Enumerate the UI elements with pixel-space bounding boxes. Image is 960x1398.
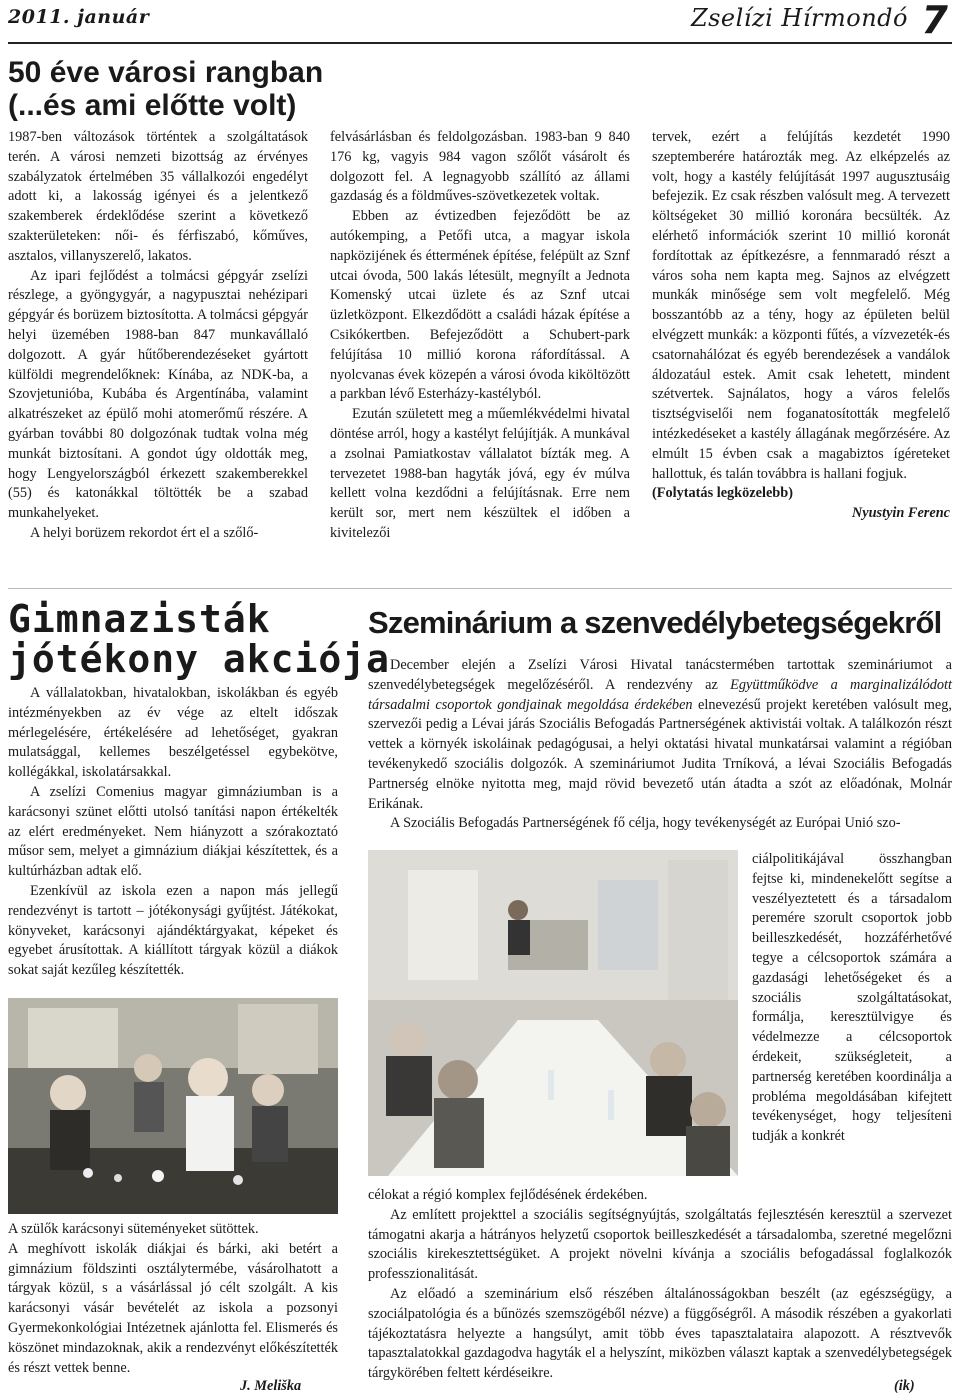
article1-paragraph: Ebben az évtizedben fejeződött be az autókemping, a Petőfi utca, a magyar iskola napközijének és éttermének építése, felépült az Sznf utcai óvoda, 500 lakás létesült, megnyílt a Jednota Komenský utcai üzlete és az Sznf utcai üzletközpont. Elkezdődött a családi házak építése a Csikókertben. Befejeződött a Schubert-park felújítása 10 millió korona ráfordítással. A nyolcvanas évek közepén a városi óvoda kiköltözött a parkban lévő Esterházy-kastélyból.: [330, 208, 630, 403]
article3-paragraph: ciálpolitikájával összhangban fejtse ki, mindenekelőtt segítse a veszélyeztetett és a társadalom peremére szorult csoportok jobb beilleszkedését, hozzáférhetővé tegye a célcsoportok számára a gazdasági lehetőségeket és a szociális szolgáltatásokat, formálja, keresztülvigye és védelmezze a célcsoportok érdekeit, szükségleteit, a partnerség keretében koordinálja a probléma megoldásában kifejtett tevékenységet, hogy teljesíteni tudják a konkrét: [752, 851, 952, 1145]
article3-author: (ik): [894, 1378, 915, 1394]
article1-paragraph: 1987-ben változások történtek a szolgáltatások terén. A városi nemzeti bizottság az érvényes szabályzatok értelmében 35 vállalkozói engedélyt adott ki, a lakosság igényei és a jelentkező szakemberek érdeklődése szerint a következő szakterületeken: női- és férfiszabó, kőműves, asztalos, villanyszerelő, lakatos.: [8, 129, 308, 264]
article1-title-line1: 50 éve városi rangban: [8, 56, 324, 89]
article2-title: [8, 597, 391, 681]
article1-author: Nyustyin Ferenc: [851, 505, 950, 522]
article2-title-line2: jótékony akciója: [8, 636, 391, 681]
article2-paragraph: A zselízi Comenius magyar gimnáziumban is a karácsonyi szünet előtti utolsó tanítási napon értékelték az elért eredményeket. Nem hiányzott a szórakoztató műsor sem, melyet a gimnázium diákjai készítettek, és a kultúrházban adtak elő.: [8, 783, 338, 880]
article2-paragraph: A meghívott iskolák diákjai és bárki, aki betért a gimnázium földszinti osztálytermébe, vásárolhatott a tárgyak közül, s a vásárlással jó célt szolgált. A kis karácsonyi vásár bevételét az iskola a pozsonyi Gyermekonkológiai Intézetnek ajánlotta fel. Elismerés és köszönet mindazoknak, akik a rendezvényt előkészítették és részt vettek benne.: [8, 1240, 338, 1376]
article2-title-line1: Gimnazisták: [8, 597, 271, 641]
project-name: Együttműködve a marginalizálódott társadalmi csoportok gondjainak megoldása érdekében: [368, 676, 952, 713]
seminar-photo: [368, 850, 738, 1176]
article1-paragraph: felvásárlásban és feldolgozásban. 1983-ban 9 840 176 kg, vagyis 984 vagon szőlőt vásárolt és dolgozott fel. A legnagyobb szállító az állami gazdaság és a földműves-szövetkezetek voltak.: [330, 129, 630, 205]
article1-column-3: [652, 128, 950, 524]
article3-intro: [368, 656, 952, 834]
article2-body-continued: [8, 1220, 338, 1378]
article1-column-1: [8, 128, 308, 544]
header-rule: [8, 42, 952, 44]
article3-paragraph: Az említett projekttel a szociális segítségnyújtás, szolgáltatás fejlesztésén keresztül a szervezet támogatni akarja a hátrányos helyzetű csoportok beilleszkedését a társadalomba, szeretné megelőzni szociális kirekesztettségüket. A projekt növelni kívánja a szociális befogadással foglalkozók professzionalitását.: [368, 1206, 952, 1283]
article3-intro-text: December elején a Zselízi Városi Hivatal tanácstermében tartottak szemináriumot a szenvedélybetegségek megelőzéséről. A rendezvény az: [368, 657, 952, 693]
article3-body: [368, 1186, 952, 1384]
article2-author: J. Meliška: [240, 1378, 302, 1394]
article3-intro-text: elnevezésű projekt keretében valósult meg, szervezői pedig a Lévai járás Szociális Befogadás Partnerségének aktivistái voltak. A találkozón részt vettek a környék iskoláinak pedagógusai, a helyi oktatási hivatal munkatársai valamint a régióban tevékenykedő szociális dolgozók. A szemináriumot Judita Trníková, a lévai Szociális Befogadás Partnerség elnöke nyitotta meg, majd rövid bevezető után átadta a szót az előadónak, Molnár Erikának.: [368, 696, 952, 812]
article2-paragraph: A szülők karácsonyi süteményeket sütöttek.: [8, 1221, 259, 1237]
article2-body: [8, 684, 338, 981]
continuation-note: (Folytatás legközelebb): [652, 485, 793, 502]
newspaper-name: Zselízi Hírmondó: [690, 4, 908, 32]
article3-paragraph: [368, 656, 952, 814]
students-photo: [8, 998, 338, 1214]
article1-title: [8, 56, 323, 122]
article3-side-column: [752, 850, 952, 1147]
article1-column-2: [330, 128, 630, 544]
article1-paragraph: Az ipari fejlődést a tolmácsi gépgyár zselízi részlege, a gyöngygyár, a nagypusztai nehézipari gépgyár és borüzem biztosította. A tolmácsi gépgyár helyi üzemében 1988-ban 847 munkavállaló dolgozott. A gyár hűtőberendezéseket gyártott külföldi megrendelőknek: Kínába, az NDK-ba, a Szovjetunióba, Kubába és Argentínába, valamint alkatrészeket az épülő mohi atomerőmű részére. A gyárban további 80 dolgozónak tudtak volna még munkát biztosítani. A gondot úgy oldották meg, hogy Lengyelországból érkezett szakemberekkel (55) és katonákkal töltötték be a szabad munkahelyeket.: [8, 267, 308, 522]
article3-paragraph: A Szociális Befogadás Partnerségének fő célja, hogy tevékenységét az Európai Unió szo-: [390, 815, 901, 832]
article1-paragraph: A helyi borüzem rekordot ért el a szőlő-: [30, 524, 259, 541]
issue-date: 2011. január: [8, 6, 150, 28]
article2-paragraph: A vállalatokban, hivatalokban, iskolákban és egyéb intézményekben az év vége az eltelt időszak mérlegelésére, értékelésére ad lehetőséget, gyakran mulatsággal, kellemes beszélgetéssel egybekötve, kollégákkal, iskolatársakkal.: [8, 685, 338, 781]
page-number: 7: [921, 0, 948, 42]
article1-paragraph: tervek, ezért a felújítás kezdetét 1990 szeptemberére határozták meg. Az elképzelés az volt, hogy a kastély felújítását 1997 augusztusáig befejezik. Ez csak részben valósult meg. A tervezett költségeket 30 millió koronára becsülték. Az elérhető információk szerint 10 millió koronát fordítottak az építkezésre, a fennmaradó részt a város soha nem kapta meg. Sajnos az elvégzett munkák minősége sem volt megfelelő. Még bosszantóbb az a tény, hogy az épületen belül elvégzett munkák: a központi fűtés, a vízvezeték-és csatornahálózat és egyéb berendezések a vandálok áldozatául estek. Amit csak lehetett, mindent szétvertek. Sajnálatos, hogy a város felelős tisztségviselői nem foganatosították megfelelő intézkedéseket a kastély állagának megőrzésére. Az elmúlt 15 évben csak a magabiztos ígéreteket hallottuk, és talán továbbra is hallani fogjuk.: [652, 129, 950, 482]
section-divider: [8, 588, 952, 589]
article2-paragraph: Ezenkívül az iskola ezen a napon más jellegű rendezvényt is tartott – jótékonysági gyűjtést. Játékokat, könyveket, karácsonyi ajándéktárgyakat, képeket és egyebet árusítottak. A kiállított tárgyak közül a diákok sokat saját kezűleg készítették.: [8, 882, 338, 979]
article3-paragraph: Az előadó a szeminárium első részében általánosságokban beszélt (az egészségügy, a szociálpatológia és a bűnözés szemszögéből nézve) a függőségről. A második részében a gyakorlati tájékoztatásra helyezte a hangsúlyt, amit több éves tapasztalataira alapozott. A résztvevők tapasztalatokkal gazdagodva hagyták el a helyszínt, miközben választ kaptak a szenvedélybetegségek tárgykörében feltett kérdéseikre.: [368, 1285, 952, 1382]
article1-paragraph: Ezután született meg a műemlékvédelmi hivatal döntése arról, hogy a kastélyt felújítják. A munkával a zsolnai Pamiatkostav vállalatot bízták meg. A tervezetet 1988-ban hagyták jóvá, egy év múlva kellett volna kezdődni a felújításnak. Erre nem került sor, mert nem készültek el időben a kivitelezői: [330, 406, 630, 541]
article3-title: Szeminárium a szenvedélybetegségekről: [368, 605, 942, 640]
article3-paragraph: célokat a régió komplex fejlődésének érdekében.: [368, 1187, 648, 1203]
article1-title-line2: (...és ami előtte volt): [8, 89, 297, 122]
